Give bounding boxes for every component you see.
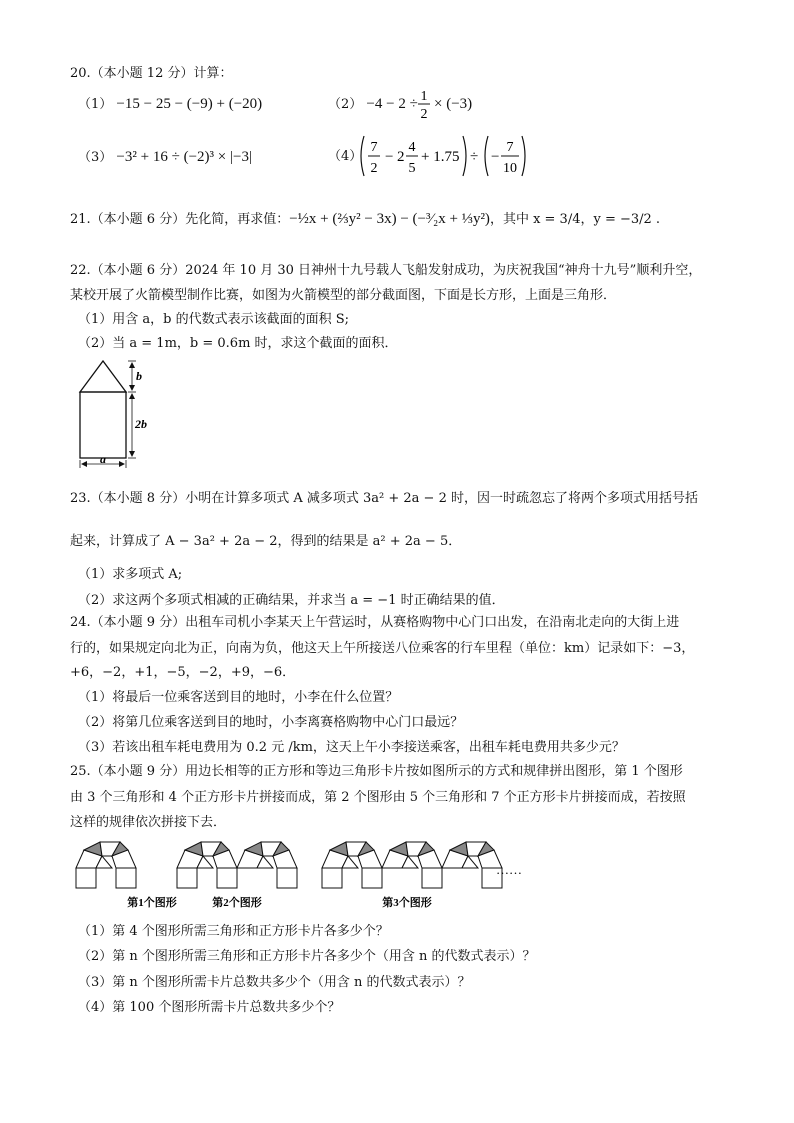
- q25-fig2-caption: 第2个图形: [212, 897, 262, 909]
- q20-p3-expr: −3² + 16 ÷ (−2)³ × |−3|: [116, 149, 252, 165]
- q20-p4-minus2: −: [491, 149, 500, 165]
- q24-sub2: （2）将第几位乘客送到目的地时，小李离赛格购物中心门口最远？: [78, 715, 464, 730]
- q25-fig3-caption: 第3个图形: [382, 897, 432, 909]
- q20-p1-label: （1）: [78, 97, 113, 112]
- q20-p4-f2-den: 5: [408, 161, 416, 176]
- q20-p4-minus: −: [385, 149, 394, 165]
- q20-header: 20.（本小题 12 分）计算：: [70, 66, 233, 81]
- q21-cond: ，其中 x = 3/4，y = −3/2 .: [489, 212, 661, 227]
- q20-p4-f1-den: 2: [370, 161, 378, 176]
- q25-line1: 25.（本小题 9 分）用边长相等的正方形和等边三角形卡片按如图所示的方式和规律拼出图形，第 1 个图形: [70, 764, 683, 779]
- q20-p4-f3-den: 10: [503, 161, 517, 176]
- q21-expr: −½x + (⅔y² − 3x) − (−³⁄₂x + ⅓y²): [289, 211, 490, 227]
- q23-sub1: （1）求多项式 A;: [78, 567, 183, 582]
- q25-line3: 这样的规律依次拼接下去．: [70, 815, 227, 830]
- q20-p4-f1-num: 7: [370, 140, 378, 155]
- pattern-square: [362, 868, 382, 888]
- q23-line2: 起来，计算成了 A − 3a² + 2a − 2，得到的结果是 a² + 2a − 5．: [70, 534, 462, 549]
- q25-sub3: （3）第 n 个图形所需卡片总数共多少个（用含 n 的代数式表示）？: [78, 975, 471, 990]
- q20-part1: [78, 95, 262, 114]
- q20-p2-tail: [434, 95, 472, 114]
- q25-sub2: （2）第 n 个图形所需三角形和正方形卡片各多少个（用含 n 的代数式表示）？: [78, 949, 536, 964]
- q25-fig1-caption: 第1个图形: [127, 897, 177, 909]
- pattern-square: [177, 868, 197, 888]
- q23-sub2: （2）求这两个多项式相减的正确结果，并求当 a = −1 时正确结果的值．: [78, 593, 505, 608]
- pattern-square: [217, 868, 237, 888]
- q20-part2: [328, 95, 418, 114]
- q24-line1: 24.（本小题 9 分）出租车司机小李某天上午营运时，从赛格购物中心门口出发，在沿南北走向的大街上进: [70, 615, 680, 630]
- pattern-square: [76, 868, 96, 888]
- q20-p4-label: （4）: [328, 149, 363, 164]
- q20-p2-expr-b: × (−3): [434, 96, 473, 112]
- q20-p4-expression: [358, 132, 528, 180]
- q25-sub1: （1）第 4 个图形所需三角形和正方形卡片各多少个？: [78, 924, 389, 939]
- q22-rectangle: [80, 392, 126, 458]
- q20-p4-div: ÷: [470, 149, 479, 165]
- q22-label-2b: 2b: [135, 417, 147, 431]
- pattern-square: [322, 868, 342, 888]
- q22-label-b: b: [136, 369, 142, 383]
- q24-sub3: （3）若该出租车耗电费用为 0.2 元 /km，这天上午小李接送乘客，出租车耗电费用共多少元？: [78, 740, 625, 755]
- q24-line3: +6，−2，+1，−5，−2，+9，−6．: [70, 665, 296, 680]
- q20-p2-frac-den: 2: [420, 107, 428, 122]
- q20-part3: [78, 148, 252, 167]
- q21: [70, 210, 660, 229]
- q24-line2: 行的，如果规定向北为正，向南为负，他这天上午所接送八位乘客的行车里程（单位：km）记录如下：−3，: [70, 641, 695, 656]
- q20-p2-frac-num: 1: [420, 89, 428, 104]
- pattern-square: [277, 868, 297, 888]
- q20-p4-f2-num: 4: [408, 140, 416, 155]
- q22-sub1: （1）用含 a，b 的代数式表示该截面的面积 S;: [78, 312, 350, 327]
- q25-pattern-group: [76, 842, 502, 888]
- q20-p4-mixed-whole: 2: [397, 149, 405, 165]
- q22-triangle: [80, 361, 126, 392]
- q22-rocket-figure: [68, 355, 168, 475]
- q20-p2-fraction: [415, 88, 435, 122]
- q25-ellipsis: ……: [496, 862, 522, 877]
- q23-line1: 23.（本小题 8 分）小明在计算多项式 A 减多项式 3a² + 2a − 2 时，因一时疏忽忘了将两个多项式用括号括: [70, 491, 698, 506]
- q24-sub1: （1）将最后一位乘客送到目的地时，小李在什么位置？: [78, 690, 399, 705]
- q20-p3-label: （3）: [78, 150, 113, 165]
- q22-line1: 22.（本小题 6 分）2024 年 10 月 30 日神州十九号载人飞船发射成功，为庆祝我国“神舟十九号”顺利升空，: [70, 263, 702, 278]
- q20-p4-tail: + 1.75: [421, 149, 460, 165]
- q25-pattern-figures: [74, 838, 534, 910]
- q20-p2-expr-a: −4 − 2 ÷: [366, 96, 418, 112]
- q25-line2: 由 3 个三角形和 4 个正方形卡片拼接而成，第 2 个图形由 5 个三角形和 7 个正方形卡片拼接而成，若按照: [70, 790, 686, 805]
- pattern-square: [116, 868, 136, 888]
- q20-p1-expr: −15 − 25 − (−9) + (−20): [116, 96, 263, 112]
- q20-p2-label: （2）: [328, 97, 363, 112]
- q22-label-a: a: [100, 452, 106, 466]
- q21-header: 21.（本小题 6 分）先化简，再求值：: [70, 212, 290, 227]
- q20-p4-f3-num: 7: [506, 140, 514, 155]
- q22-sub2: （2）当 a = 1m，b = 0.6m 时，求这个截面的面积．: [78, 336, 398, 351]
- q22-line2: 某校开展了火箭模型制作比赛，如图为火箭模型的部分截面图，下面是长方形，上面是三角形．: [70, 288, 617, 303]
- pattern-square: [422, 868, 442, 888]
- q25-sub4: （4）第 100 个图形所需卡片总数共多少个？: [78, 1000, 341, 1015]
